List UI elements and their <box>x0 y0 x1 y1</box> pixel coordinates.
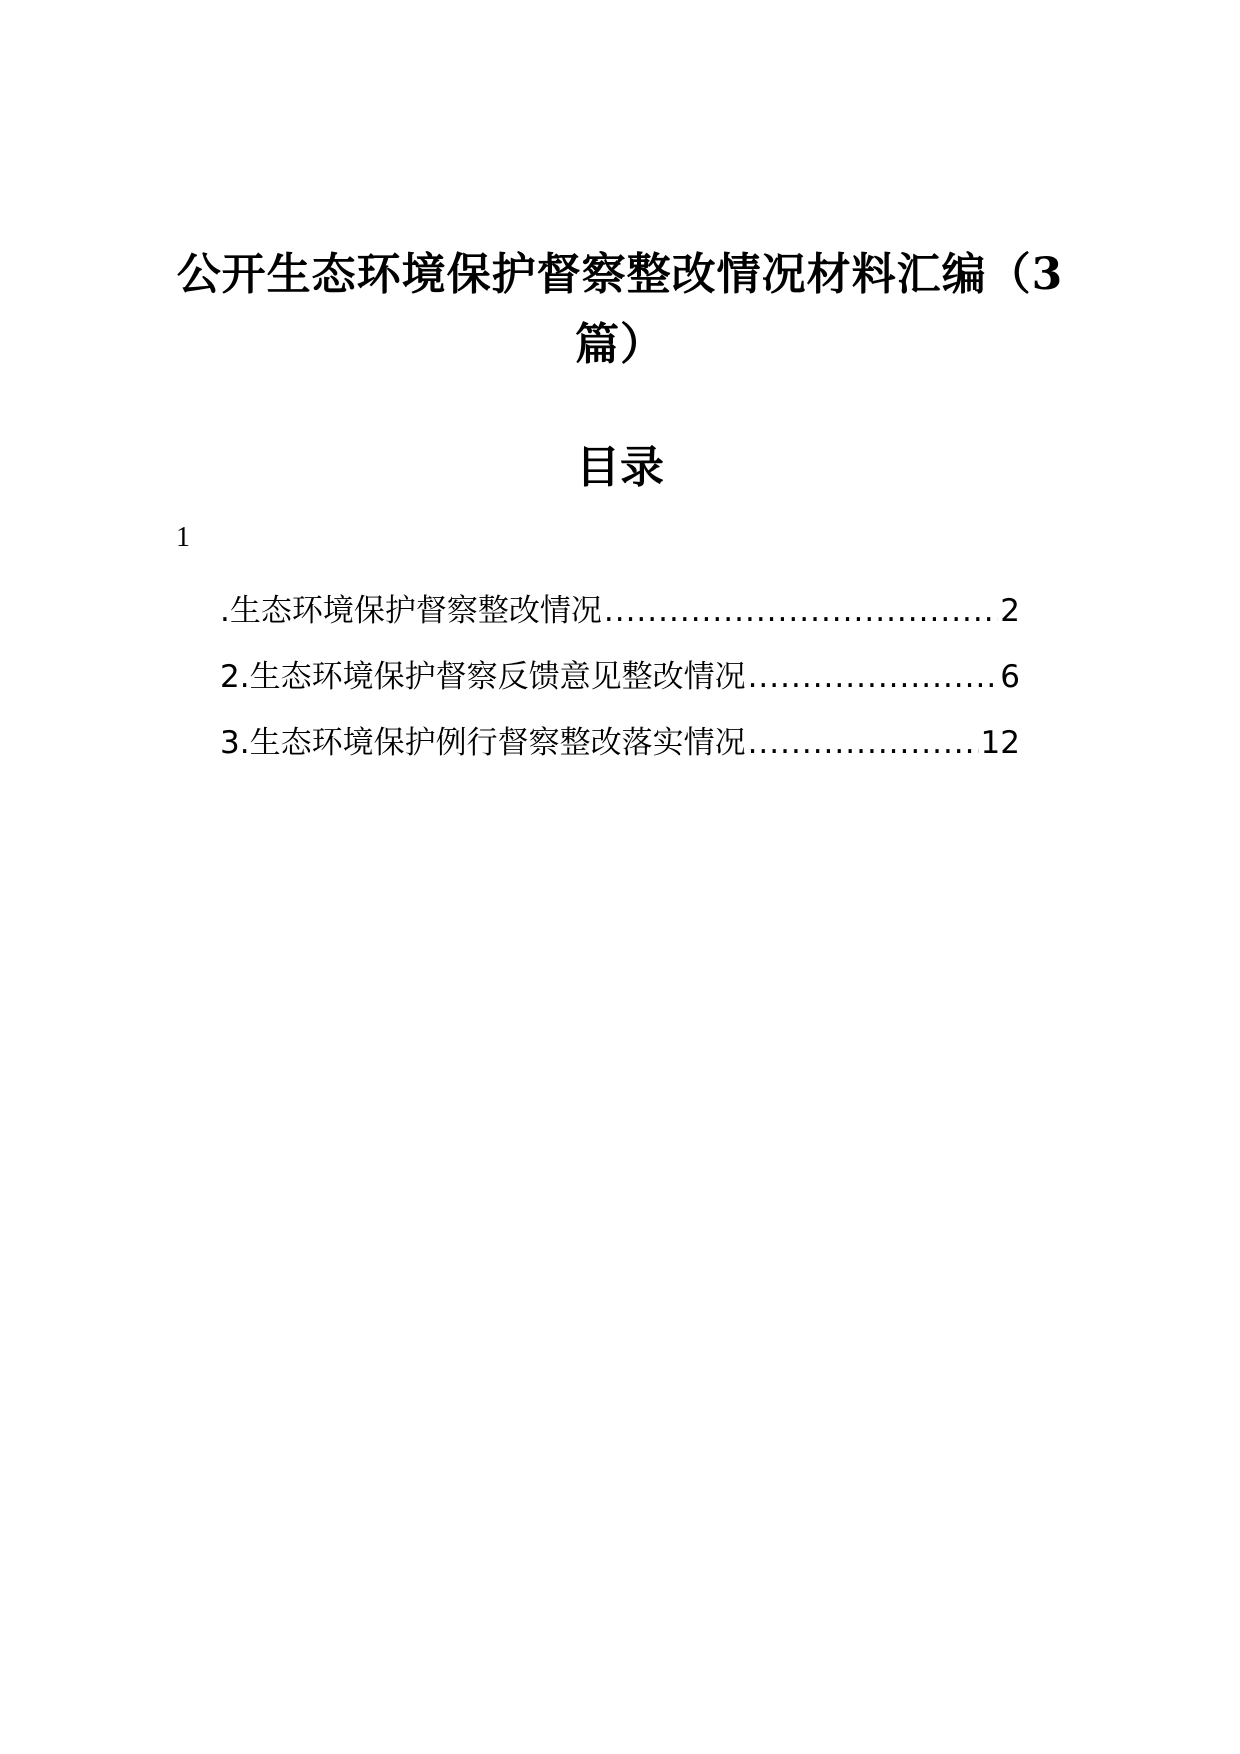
toc-entry-page: 2 <box>1000 593 1020 629</box>
toc-entry[interactable] <box>220 578 1020 644</box>
toc-leader-dots <box>748 644 999 710</box>
toc-heading: 目录 <box>576 442 664 493</box>
toc-leader-dots <box>748 710 979 776</box>
toc-entry[interactable] <box>220 644 1020 710</box>
table-of-contents <box>220 578 1020 776</box>
toc-leader-dots <box>604 578 998 644</box>
toc-entry-title: .生态环境保护督察整改情况 <box>220 593 602 629</box>
toc-entry-page: 12 <box>980 725 1020 761</box>
toc-entry-title: 2.生态环境保护督察反馈意见整改情况 <box>220 659 746 695</box>
toc-entry[interactable] <box>220 710 1020 776</box>
toc-entry-title: 3.生态环境保护例行督察整改落实情况 <box>220 725 746 761</box>
list-number: 1 <box>176 522 190 553</box>
document-title: 公开生态环境保护督察整改情况材料汇编（3篇） <box>176 249 1064 370</box>
toc-entry-page: 6 <box>1000 659 1020 695</box>
